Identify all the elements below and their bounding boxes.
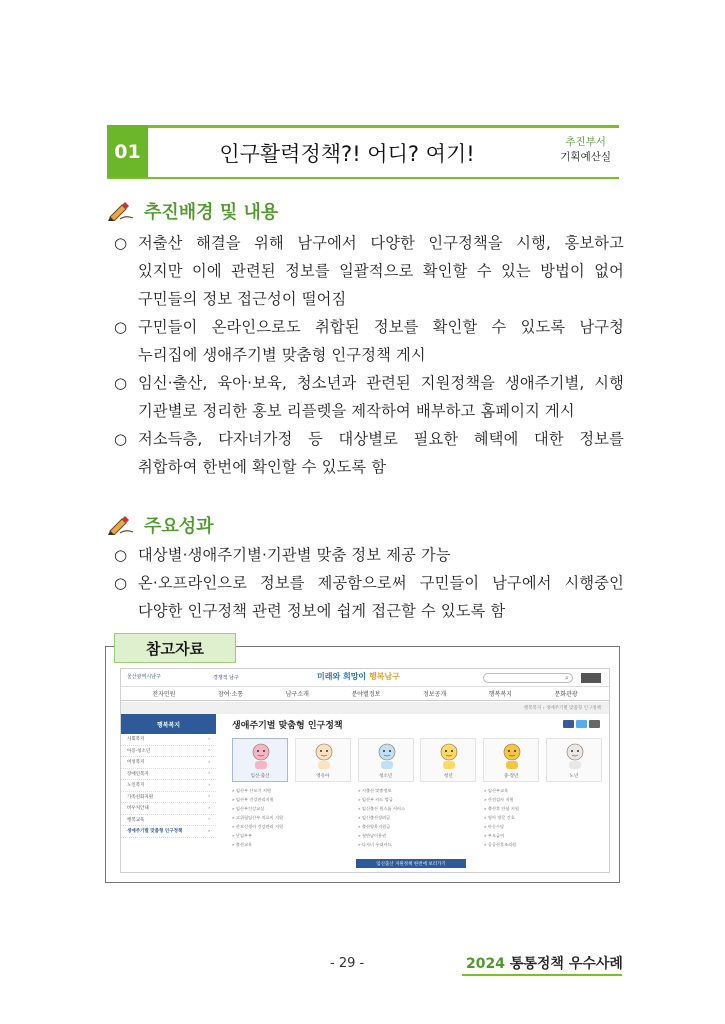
site-gnb — [121, 687, 609, 701]
facebook-icon — [563, 720, 574, 728]
section-heading-background — [108, 198, 278, 224]
policy-link: » 다자녀 우대카드 — [358, 842, 392, 847]
lifecycle-card — [420, 738, 476, 782]
list-item-text: 다양한 인구정책 관련 정보에 쉽게 접근할 수 있도록 함 — [138, 602, 506, 620]
department-label: 추진부서 — [565, 136, 606, 148]
gnb-item: 전자민원 — [152, 691, 176, 698]
chevron-right-icon: › — [208, 748, 210, 754]
list-item-text: 누리집에 생애주기별 맞춤형 인구정책 게시 — [138, 346, 426, 364]
site-sub-logo: 경쟁적 남구 — [213, 675, 239, 681]
side-menu-label: 비우처안내 — [127, 806, 149, 812]
chevron-right-icon: › — [208, 736, 210, 742]
person-illustration-icon — [312, 742, 336, 770]
list-item-text: 저출산 해결을 위해 남구에서 다양한 인구정책을 시행, 홍보하고 — [138, 234, 624, 252]
side-menu-item — [121, 757, 216, 769]
side-menu-item — [121, 746, 216, 758]
section-number: 01 — [107, 125, 148, 179]
content-title: 생애주기별 맞춤형 인구정책 — [232, 721, 343, 731]
list-item-line — [114, 453, 624, 481]
site-search-input — [483, 673, 573, 683]
policy-link: » 저출산 맞춤정보 — [358, 788, 392, 793]
chevron-right-icon: › — [208, 828, 210, 834]
policy-column-3 — [484, 788, 602, 851]
bullet-spacer — [114, 341, 138, 369]
pen-writing-icon — [108, 515, 134, 535]
sns-share — [563, 720, 600, 728]
side-menu-label: 사회복지 — [127, 737, 145, 743]
side-menu-label: 아동·청소년 — [127, 748, 151, 754]
site-side-menu — [121, 714, 216, 873]
gnb-item: 정보공개 — [422, 691, 447, 698]
policy-link: » 출산양육지원금 — [358, 824, 391, 829]
side-menu-label: 가족친화지원 — [127, 794, 154, 800]
chevron-right-icon: › — [208, 759, 210, 765]
person-illustration-icon — [563, 742, 587, 770]
list-item-text: 임신·출산, 육아·보육, 청소년과 관련된 지원정책을 생애주기별, 시행 — [138, 374, 624, 392]
lifecycle-card — [483, 738, 539, 782]
policy-lists — [232, 788, 602, 851]
chevron-right-icon: › — [208, 805, 210, 811]
gnb-item: 문화관광 — [554, 691, 578, 698]
section2-list — [114, 541, 624, 625]
gnb-item: 행복복지 — [488, 691, 512, 698]
bullet-circle: ○ — [114, 318, 128, 336]
site-logo: 울산광역시남구 — [127, 674, 161, 680]
lifecycle-card — [546, 738, 602, 782]
bullet-circle: ○ — [114, 234, 128, 252]
site-cta-button: 임신출산 지원정책 한번에 보러가기 — [356, 859, 466, 868]
person-illustration-icon — [500, 742, 524, 770]
lifecycle-cards — [232, 738, 602, 782]
policy-link: » 산전검사 지원 — [484, 797, 514, 802]
bullet-spacer — [114, 257, 138, 285]
side-menu-title: 행복복지 — [121, 714, 216, 734]
side-menu-item — [121, 815, 216, 827]
chevron-right-icon: › — [208, 817, 210, 823]
site-topbar — [121, 669, 609, 687]
policy-link: » 난임부부 — [232, 833, 253, 838]
policy-link: » 임신출산 원스톱 서비스 — [358, 806, 406, 811]
list-item-line — [114, 569, 624, 597]
side-menu-item — [121, 826, 216, 838]
policy-link: » 첫만남이용권 — [358, 833, 387, 838]
bullet-spacer — [114, 597, 138, 625]
list-item-line — [114, 229, 624, 257]
footer-underline — [462, 974, 622, 976]
lifecycle-card-caption: 청소년 — [379, 774, 393, 779]
website-screenshot — [120, 668, 610, 873]
list-item-text: 대상별·생애주기별·기관별 맞춤 정보 제공 가능 — [138, 546, 451, 564]
side-menu-label: 생애주기별 맞춤형 인구정책 — [127, 829, 183, 835]
policy-link: » 임산부건강교실 — [232, 806, 265, 811]
title-bottom-line — [107, 177, 619, 179]
breadcrumb: 행복복지 › 생애주기별 맞춤형 인구정책 — [523, 706, 601, 711]
policy-link: » 임산부 산모기 지원 — [232, 788, 271, 793]
department-name: 기획예산실 — [560, 151, 611, 163]
list-item-line — [114, 369, 624, 397]
title-top-line — [107, 125, 619, 128]
lifecycle-card-caption: 임신·출산 — [250, 774, 270, 779]
side-menu-label: 노인복지 — [127, 783, 145, 789]
side-menu-label: 행복교육 — [127, 817, 145, 823]
list-item-text: 온·오프라인으로 정보를 제공함으로써 구민들이 남구에서 시행중인 — [138, 574, 624, 592]
pen-writing-icon — [108, 201, 134, 221]
list-item-line — [114, 313, 624, 341]
side-menu-item — [121, 792, 216, 804]
slogan-part-b: 행복남구 — [368, 672, 400, 681]
policy-link: » 영아 방문 간호 — [484, 815, 515, 820]
list-item-text: 있지만 이에 관련된 정보를 일괄적으로 확인할 수 있는 방법이 없어 — [138, 262, 624, 280]
site-menu-button — [581, 673, 601, 683]
list-item-text: 구민들이 온라인으로도 취합된 정보를 확인할 수 있도록 남구청 — [138, 318, 624, 336]
lifecycle-card — [358, 738, 414, 782]
section-heading-label: 주요성과 — [144, 516, 214, 537]
section1-list — [114, 229, 624, 481]
bullet-spacer — [114, 397, 138, 425]
site-content — [226, 714, 606, 873]
lifecycle-card — [232, 738, 288, 782]
list-item-text: 저소득층, 다자녀가정 등 대상별로 필요한 혜택에 대한 정보를 — [138, 430, 624, 448]
list-item-line — [114, 285, 624, 313]
side-menu-item — [121, 780, 216, 792]
chevron-right-icon: › — [208, 794, 210, 800]
page-title: 인구활력정책?! 어디? 여기! — [219, 142, 475, 166]
list-item-line — [114, 541, 624, 569]
policy-link: » 아동수당 — [484, 824, 505, 829]
side-menu-item — [121, 803, 216, 815]
section-heading-label: 추진배경 및 내용 — [144, 202, 279, 223]
print-icon — [589, 720, 600, 728]
footer-year: 2024 — [466, 956, 505, 972]
lifecycle-card-caption: 노년 — [569, 774, 579, 779]
lifecycle-card-caption: 청년 — [444, 774, 453, 779]
bullet-circle: ○ — [114, 574, 128, 592]
reference-tab: 참고자료 — [114, 633, 236, 663]
list-item-text: 구민들의 정보 접근성이 떨어짐 — [138, 290, 347, 308]
chevron-right-icon: › — [208, 782, 210, 788]
policy-link: » 출산교육 — [232, 842, 253, 847]
side-menu-label: 여성복지 — [127, 760, 145, 766]
person-illustration-icon — [437, 742, 461, 770]
bullet-circle: ○ — [114, 374, 128, 392]
chevron-right-icon: › — [208, 771, 210, 777]
side-menu-item — [121, 734, 216, 746]
site-crumbbar — [121, 702, 609, 714]
slogan-part-a: 미래와 희망이 — [317, 672, 369, 681]
policy-link: » 출산후 안심 지원 — [484, 806, 519, 811]
policy-column-1 — [232, 788, 350, 851]
lifecycle-card-caption: 중·장년 — [503, 774, 519, 779]
policy-link: » 임산부 카드 발급 — [358, 797, 393, 802]
person-illustration-icon — [249, 742, 273, 770]
footer-title-text: 통통정책 우수사례 — [504, 956, 623, 972]
list-item-text: 기관별로 정리한 홍보 리플렛을 제작하여 배부하고 홈페이지 게시 — [138, 402, 575, 420]
policy-link: » 산모신생아 건강관리 지원 — [232, 824, 284, 829]
list-item-line — [114, 597, 624, 625]
side-menu-label: 장애인복지 — [127, 771, 149, 777]
policy-link: » 고위험임산부 의료비 지원 — [232, 815, 284, 820]
lifecycle-card — [295, 738, 351, 782]
list-item-line — [114, 257, 624, 285]
twitter-icon — [576, 720, 587, 728]
title-band — [107, 125, 619, 179]
list-item-line — [114, 425, 624, 453]
policy-link: » 부모급여 — [484, 833, 505, 838]
list-item-line — [114, 397, 624, 425]
policy-link: » 임신출산장려금 — [358, 815, 391, 820]
lifecycle-card-caption: 영유아 — [316, 774, 330, 779]
person-illustration-icon — [375, 742, 399, 770]
policy-column-2 — [358, 788, 476, 851]
side-menu-item — [121, 769, 216, 781]
bullet-circle: ○ — [114, 430, 128, 448]
gnb-item: 참여·소통 — [218, 691, 244, 698]
site-slogan — [317, 671, 400, 682]
search-icon: ⌕ — [565, 674, 569, 682]
policy-link: » 임산부교육 — [484, 788, 509, 793]
bullet-spacer — [114, 285, 138, 313]
gnb-item: 분야별정보 — [351, 691, 381, 698]
bullet-spacer — [114, 453, 138, 481]
list-item-text: 취합하여 한번에 확인할 수 있도록 함 — [138, 458, 387, 476]
policy-link: » 임산부 건강관리지원 — [232, 797, 274, 802]
section-heading-results — [108, 512, 214, 538]
page-number: - 29 - — [330, 956, 365, 971]
footer-title — [466, 953, 623, 973]
list-item-line — [114, 341, 624, 369]
gnb-item: 남구소개 — [285, 691, 309, 698]
bullet-circle: ○ — [114, 546, 128, 564]
department-block — [560, 135, 611, 165]
policy-link: » 공공산후조리원 — [484, 842, 517, 847]
